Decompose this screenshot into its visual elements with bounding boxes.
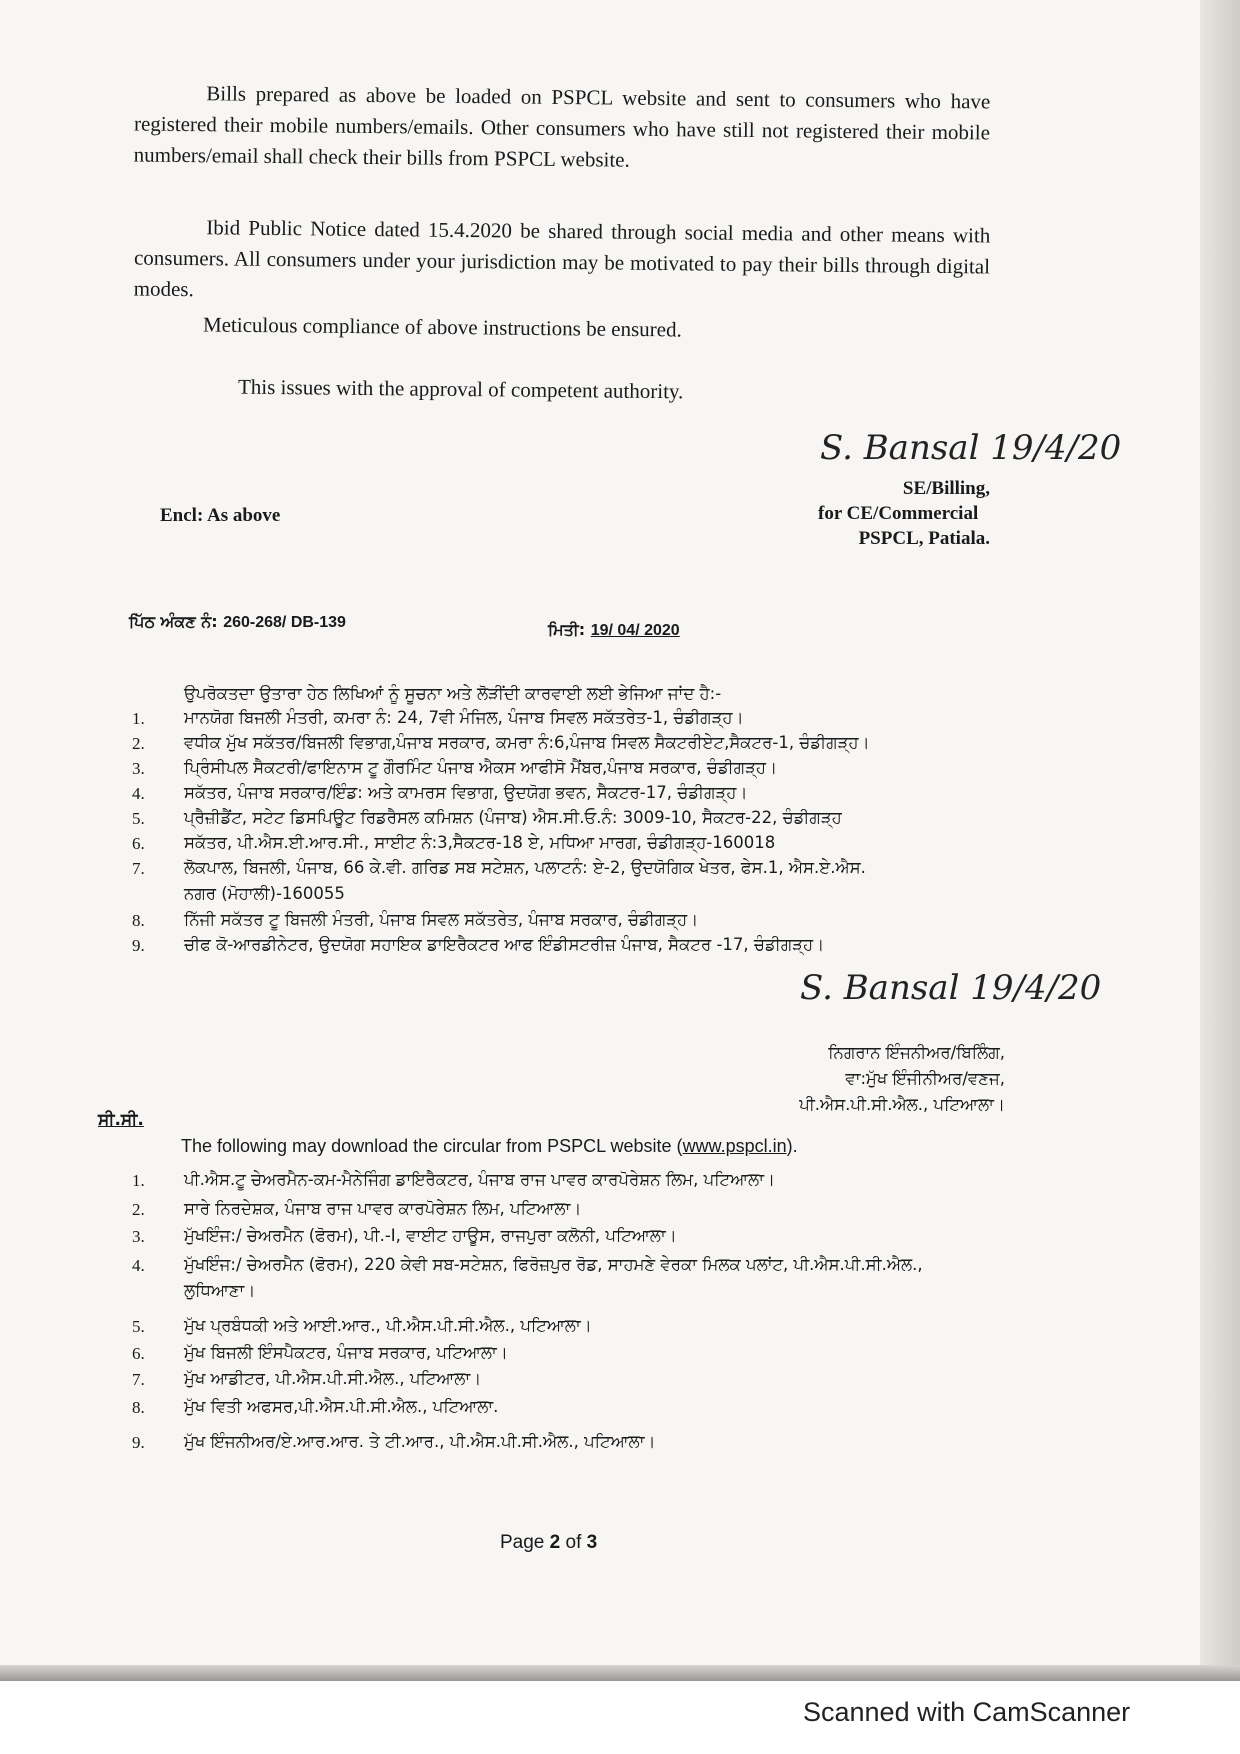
list-item: ਪ੍ਰਿੰਸੀਪਲ ਸੈਕਟਰੀ/ਫਾਇਨਾਸ ਟੂ ਗੌਰਮਿੰਟ ਪੰਜਾਬ ਐਕਸ ਆਫੀਸੋ ਮੈਂਬਰ,ਪੰਜਾਬ ਸਰਕਾਰ, ਚੰਡੀਗੜ੍ਹ।: [184, 758, 778, 777]
ref-label: ਪਿੱਠ ਅੰਕਣ ਨੰ:: [129, 612, 218, 631]
list-item: ਮੁੱਖ ਆਡੀਟਰ, ਪੀ.ਐਸ.ਪੀ.ਸੀ.ਐਲ., ਪਟਿਆਲਾ।: [184, 1369, 482, 1388]
cc-note-end: ).: [786, 1136, 798, 1156]
list-item: ਲੋਕਪਾਲ, ਬਿਜਲੀ, ਪੰਜਾਬ, 66 ਕੇ.ਵੀ. ਗਰਿਡ ਸਬ ਸਟੇਸ਼ਨ, ਪਲਾਟਨੰ: ਏ-2, ਉਦਯੋਗਿਕ ਖੇਤਰ, ਫੇਸ.1, ਐਸ.ਏ.ਐਸ.: [184, 858, 866, 877]
list-item: ਪੀ.ਐਸ.ਟੂ ਚੇਅਰਮੈਨ-ਕਮ-ਮੈਨੇਜਿੰਗ ਡਾਇਰੈਕਟਰ, ਪੰਜਾਬ ਰਾਜ ਪਾਵਰ ਕਾਰਪੋਰੇਸ਼ਨ ਲਿਮ, ਪਟਿਆਲਾ।: [184, 1170, 776, 1189]
list-item: ਪ੍ਰੈਜ਼ੀਡੈਂਟ, ਸਟੇਟ ਡਿਸਪਿਊਟ ਰਿਡਰੈਸਲ ਕਮਿਸ਼ਨ (ਪੰਜਾਬ) ਐਸ.ਸੀ.ਓ.ਨੰ: 3009-10, ਸੈਕਟਰ-22, ਚੰਡੀਗੜ੍ਹ: [184, 808, 842, 827]
list-number: 8.: [132, 911, 145, 930]
list-item: ਸਕੱਤਰ, ਪੰਜਾਬ ਸਰਕਾਰ/ਇੰਡ: ਅਤੇ ਕਾਮਰਸ ਵਿਭਾਗ, ਉਦਯੋਗ ਭਵਨ, ਸੈਕਟਰ-17, ਚੰਡੀਗੜ੍ਹ।: [184, 783, 748, 802]
list-number: 6.: [132, 1344, 145, 1363]
scan-shadow: [0, 1665, 1240, 1681]
endorsement-intro: ਉਪਰੋਕਤਦਾ ਉਤਾਰਾ ਹੇਠ ਲਿਖਿਆਂ ਨੂੰ ਸੂਚਨਾ ਅਤੇ ਲੋੜੀਂਦੀ ਕਾਰਵਾਈ ਲਈ ਭੇਜਿਆ ਜਾਂਦ ਹੈ:-: [184, 684, 722, 703]
list-number: 8.: [132, 1398, 145, 1417]
handwritten-signature-2: S. Bansal 19/4/20: [800, 968, 1102, 1008]
endorsement-ref: [129, 612, 346, 632]
ref-number: 260-268/ DB-139: [223, 614, 346, 631]
cc-note: [181, 1136, 798, 1157]
page-current: 2: [549, 1532, 561, 1553]
list-item-continuation: ਲੁਧਿਆਣਾ।: [184, 1281, 256, 1300]
page-total: 3: [586, 1532, 598, 1553]
list-item: ਵਧੀਕ ਮੁੱਖ ਸਕੱਤਰ/ਬਿਜਲੀ ਵਿਭਾਗ,ਪੰਜਾਬ ਸਰਕਾਰ, ਕਮਰਾ ਨੰ:6,ਪੰਜਾਬ ਸਿਵਲ ਸੈਕਟਰੀਏਟ,ਸੈਕਟਰ-1, ਚੰਡੀਗੜ੍ਹ।: [184, 733, 870, 752]
list-number: 9.: [132, 936, 145, 955]
list-number: 4.: [132, 1256, 145, 1275]
page-prefix: Page: [500, 1532, 550, 1553]
signatory-line1: ਨਿਗਰਾਨ ਇੰਜਨੀਅਰ/ਬਿਲਿੰਗ,: [828, 1043, 1005, 1062]
paragraph-approval: This issues with the approval of competent authority.: [237, 374, 684, 404]
list-item: ਮੁੱਖ ਪ੍ਰਬੰਧਕੀ ਅਤੇ ਆਈ.ਆਰ., ਪੀ.ਐਸ.ਪੀ.ਸੀ.ਐਲ., ਪਟਿਆਲਾ।: [184, 1316, 592, 1335]
cc-note-text: The following may download the circular from PSPCL website (: [181, 1136, 683, 1156]
pspcl-website-link[interactable]: www.pspcl.in: [682, 1136, 787, 1156]
list-number: 4.: [132, 784, 145, 803]
signature-block-punjabi: [700, 1040, 1005, 1118]
list-number: 5.: [132, 1317, 145, 1336]
list-item: ਮੁੱਖਇੰਜ:/ ਚੇਅਰਮੈਨ (ਫੋਰਮ), 220 ਕੇਵੀ ਸਬ-ਸਟੇਸ਼ਨ, ਫਿਰੋਜ਼ਪੁਰ ਰੋਡ, ਸਾਹਮਣੇ ਵੇਰਕਾ ਮਿਲਕ ਪਲਾਂਟ, ਪੀ.ਐਸ.ਪੀ.ਸੀ.ਐਲ.,: [184, 1255, 923, 1274]
signatory-line3: ਪੀ.ਐਸ.ਪੀ.ਸੀ.ਐਲ., ਪਟਿਆਲਾ।: [799, 1095, 1005, 1114]
camscanner-watermark: Scanned with CamScanner: [803, 1697, 1131, 1727]
list-item: ਮਾਨਯੋਗ ਬਿਜਲੀ ਮੰਤਰੀ, ਕਮਰਾ ਨੰ: 24, 7ਵੀ ਮੰਜਿਲ, ਪੰਜਾਬ ਸਿਵਲ ਸਕੱਤਰੇਤ-1, ਚੰਡੀਗੜ੍ਹ।: [184, 708, 744, 727]
signatory-org: PSPCL, Patiala.: [858, 528, 990, 549]
page-mid: of: [560, 1532, 587, 1553]
list-item: ਨਿੱਜੀ ਸਕੱਤਰ ਟੂ ਬਿਜਲੀ ਮੰਤਰੀ, ਪੰਜਾਬ ਸਿਵਲ ਸਕੱਤਰੇਤ, ਪੰਜਾਬ ਸਰਕਾਰ, ਚੰਡੀਗੜ੍ਹ।: [184, 910, 699, 929]
list-number: 5.: [132, 809, 145, 828]
cc-label: ਸੀ.ਸੀ.: [98, 1110, 144, 1130]
date-value: 19/ 04/ 2020: [590, 622, 680, 639]
list-number: 9.: [132, 1433, 145, 1452]
enclosure-note: Encl: As above: [160, 505, 281, 526]
list-number: 2.: [132, 1200, 145, 1219]
list-item: ਮੁੱਖ ਇੰਜਨੀਅਰ/ਏ.ਆਰ.ਆਰ. ਤੇ ਟੀ.ਆਰ., ਪੀ.ਐਸ.ਪੀ.ਸੀ.ਐਲ., ਪਟਿਆਲਾ।: [184, 1432, 656, 1451]
signature-block: [780, 476, 990, 551]
endorsement-date: [548, 620, 680, 640]
list-number: 6.: [132, 834, 145, 853]
list-item-continuation: ਨਗਰ (ਮੋਹਾਲੀ)-160055: [184, 884, 345, 903]
list-item: ਸਕੱਤਰ, ਪੀ.ਐਸ.ਈ.ਆਰ.ਸੀ., ਸਾਈਟ ਨੰ:3,ਸੈਕਟਰ-18 ਏ, ਮਧਿਆ ਮਾਰਗ, ਚੰਡੀਗੜ੍ਹ-160018: [184, 833, 776, 852]
date-label: ਮਿਤੀ:: [548, 620, 586, 639]
list-number: 2.: [132, 734, 145, 753]
page-number: [500, 1532, 597, 1554]
list-number: 1.: [132, 709, 145, 728]
list-number: 1.: [132, 1171, 145, 1190]
list-number: 3.: [132, 1227, 145, 1246]
list-item: ਮੁੱਖ ਬਿਜਲੀ ਇੰਸਪੈਕਟਰ, ਪੰਜਾਬ ਸਰਕਾਰ, ਪਟਿਆਲਾ।: [184, 1343, 508, 1362]
signatory-designation: SE/Billing,: [902, 478, 990, 499]
paragraph-compliance: Meticulous compliance of above instructions be ensured.: [202, 312, 682, 342]
list-item: ਮੁੱਖ ਵਿਤੀ ਅਫਸਰ,ਪੀ.ਐਸ.ਪੀ.ਸੀ.ਐਲ., ਪਟਿਆਲਾ.: [184, 1397, 499, 1416]
list-item: ਮੁੱਖਇੰਜ:/ ਚੇਅਰਮੈਨ (ਫੋਰਮ), ਪੀ.-I, ਵਾਈਟ ਹਾਊਸ, ਰਾਜਪੁਰਾ ਕਲੋਨੀ, ਪਟਿਆਲਾ।: [184, 1226, 677, 1245]
paragraph-bills: Bills prepared as above be loaded on PSPCL website and sent to consumers who have registered their mobile numbers/emails. Other consumers who have still not registered their mobile numbers/email shall check their bills from PSPCL website.: [133, 81, 991, 172]
list-item: ਸਾਰੇ ਨਿਰਦੇਸ਼ਕ, ਪੰਜਾਬ ਰਾਜ ਪਾਵਰ ਕਾਰਪੋਰੇਸ਼ਨ ਲਿਮ, ਪਟਿਆਲਾ।: [184, 1199, 582, 1218]
list-number: 7.: [132, 859, 145, 878]
list-number: 3.: [132, 759, 145, 778]
signatory-line2: ਵਾ:ਮੁੱਖ ਇੰਜੀਨੀਅਰ/ਵਣਜ,: [845, 1069, 1005, 1088]
handwritten-signature: S. Bansal 19/4/20: [820, 428, 1122, 468]
list-number: 7.: [132, 1370, 145, 1389]
signatory-for: for CE/Commercial: [818, 503, 979, 524]
paragraph-public-notice: Ibid Public Notice dated 15.4.2020 be shared through social media and other means with consumers. All consumers under your jurisdiction may be motivated to pay their bills through digital modes.: [133, 215, 991, 302]
page-edge: [1200, 0, 1240, 1675]
list-item: ਚੀਫ ਕੋ-ਆਰਡੀਨੇਟਰ, ਉਦਯੋਗ ਸਹਾਇਕ ਡਾਇਰੈਕਟਰ ਆਫ ਇੰਡੀਸਟਰੀਜ਼ ਪੰਜਾਬ, ਸੈਕਟਰ -17, ਚੰਡੀਗੜ੍ਹ।: [184, 935, 825, 954]
